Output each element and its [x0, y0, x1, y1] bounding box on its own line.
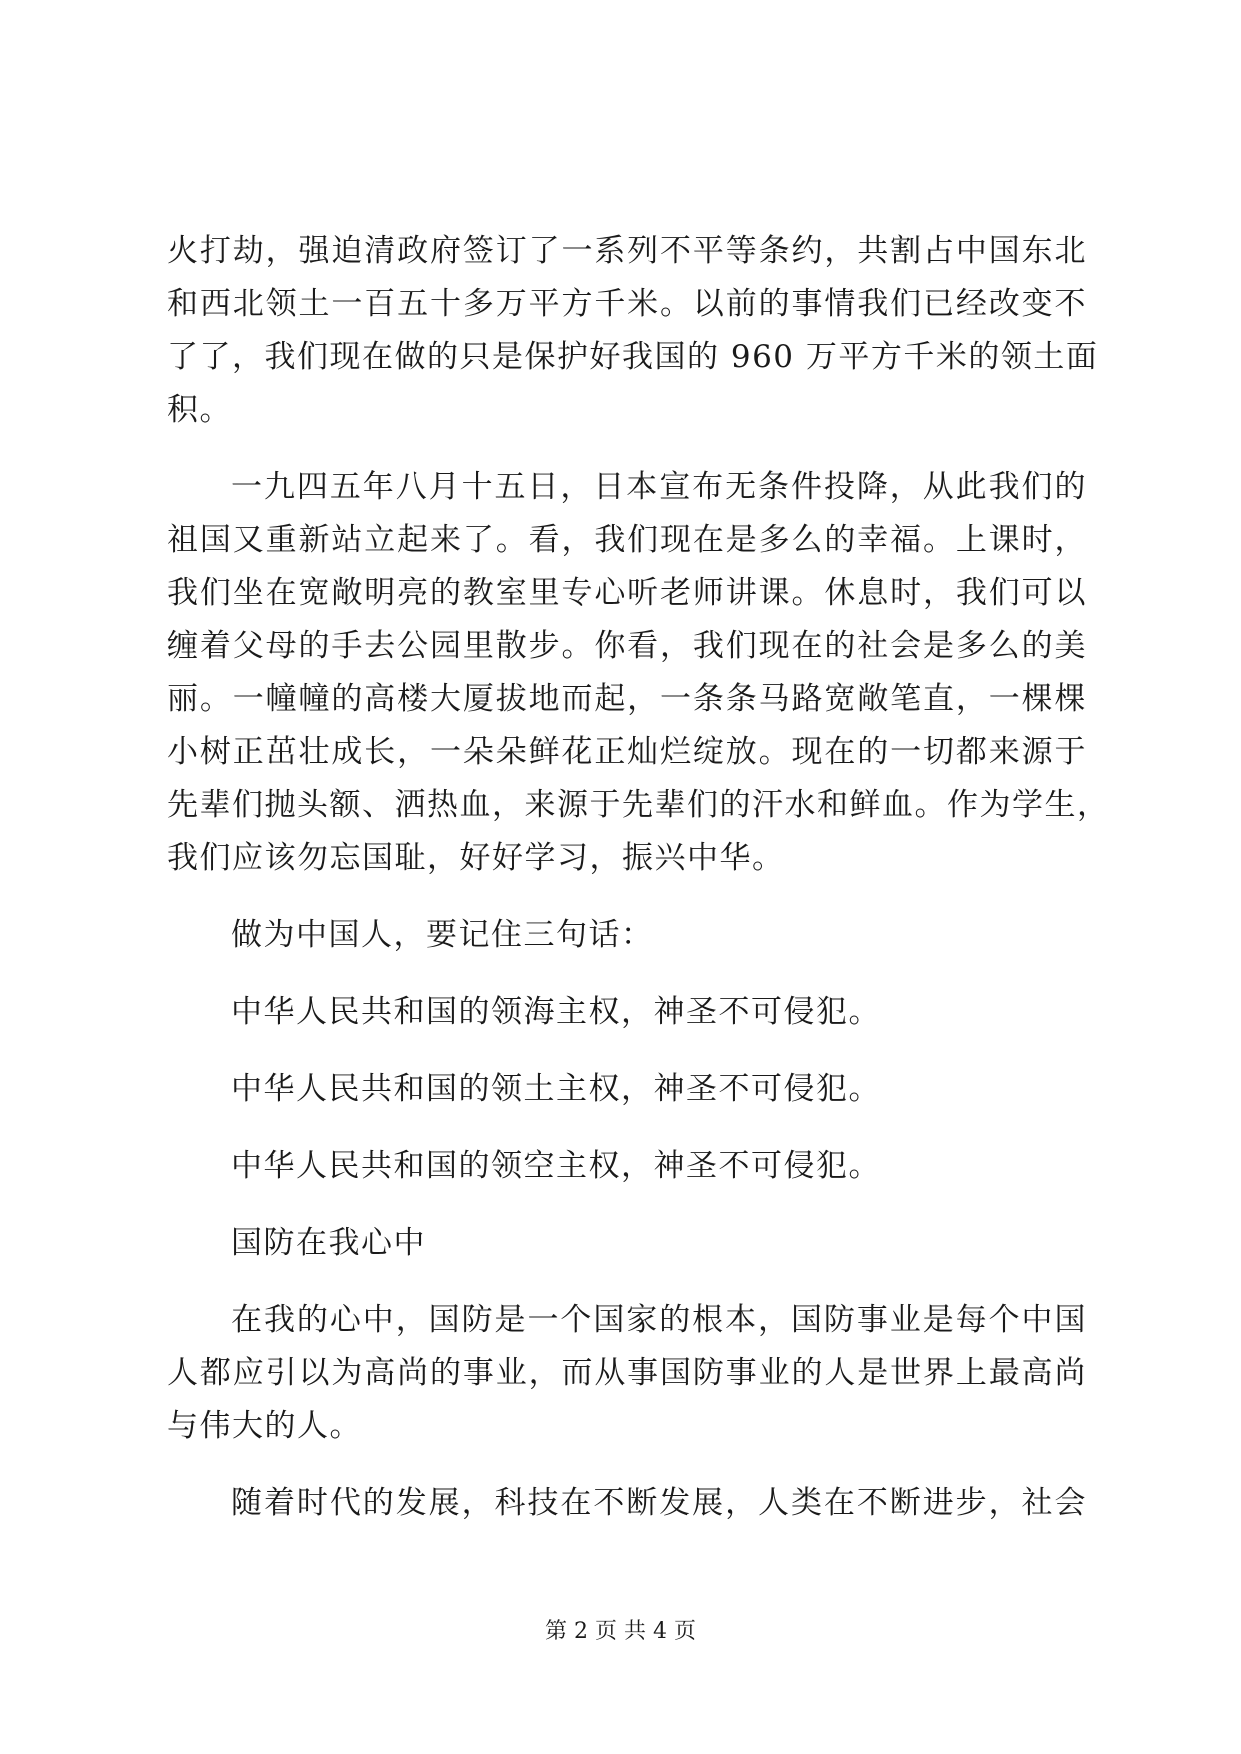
text-line: 中华人民共和国的领海主权，神圣不可侵犯。 — [231, 994, 881, 1030]
text-line: 和西北领土一百五十多万平方千米。以前的事情我们已经改变不 — [167, 286, 1087, 322]
text-line: 在我的心中，国防是一个国家的根本，国防事业是每个中国 — [231, 1302, 1087, 1338]
text-line: 中华人民共和国的领空主权，神圣不可侵犯。 — [231, 1148, 881, 1184]
text-line: 缠着父母的手去公园里散步。你看，我们现在的社会是多么的美 — [167, 628, 1087, 664]
text-line: 了了，我们现在做的只是保护好我国的 960 万平方千米的领土面 — [167, 339, 1099, 375]
section-heading: 国防在我心中 — [231, 1225, 426, 1261]
text-line: 我们应该勿忘国耻，好好学习，振兴中华。 — [167, 840, 785, 876]
text-line: 我们坐在宽敞明亮的教室里专心听老师讲课。休息时，我们可以 — [167, 575, 1087, 611]
text-line: 小树正茁壮成长，一朵朵鲜花正灿烂绽放。现在的一切都来源于 — [167, 734, 1087, 770]
text-line: 做为中国人，要记住三句话： — [231, 917, 654, 953]
text-line: 祖国又重新站立起来了。看，我们现在是多么的幸福。上课时， — [167, 522, 1087, 558]
text-line: 中华人民共和国的领土主权，神圣不可侵犯。 — [231, 1071, 881, 1107]
text-line: 与伟大的人。 — [167, 1408, 362, 1444]
page-number-footer: 第 2 页 共 4 页 — [545, 1619, 696, 1644]
text-line: 丽。一幢幢的高楼大厦拔地而起，一条条马路宽敞笔直，一棵棵 — [167, 681, 1087, 717]
text-line: 一九四五年八月十五日，日本宣布无条件投降，从此我们的 — [231, 469, 1087, 505]
text-line: 先辈们抛头额、洒热血，来源于先辈们的汗水和鲜血。作为学生， — [167, 787, 1110, 823]
text-line: 人都应引以为高尚的事业，而从事国防事业的人是世界上最高尚 — [167, 1355, 1087, 1391]
text-line: 随着时代的发展，科技在不断发展，人类在不断进步，社会 — [231, 1485, 1087, 1521]
text-line: 火打劫，强迫清政府签订了一系列不平等条约，共割占中国东北 — [167, 233, 1087, 269]
text-line: 积。 — [167, 392, 232, 428]
